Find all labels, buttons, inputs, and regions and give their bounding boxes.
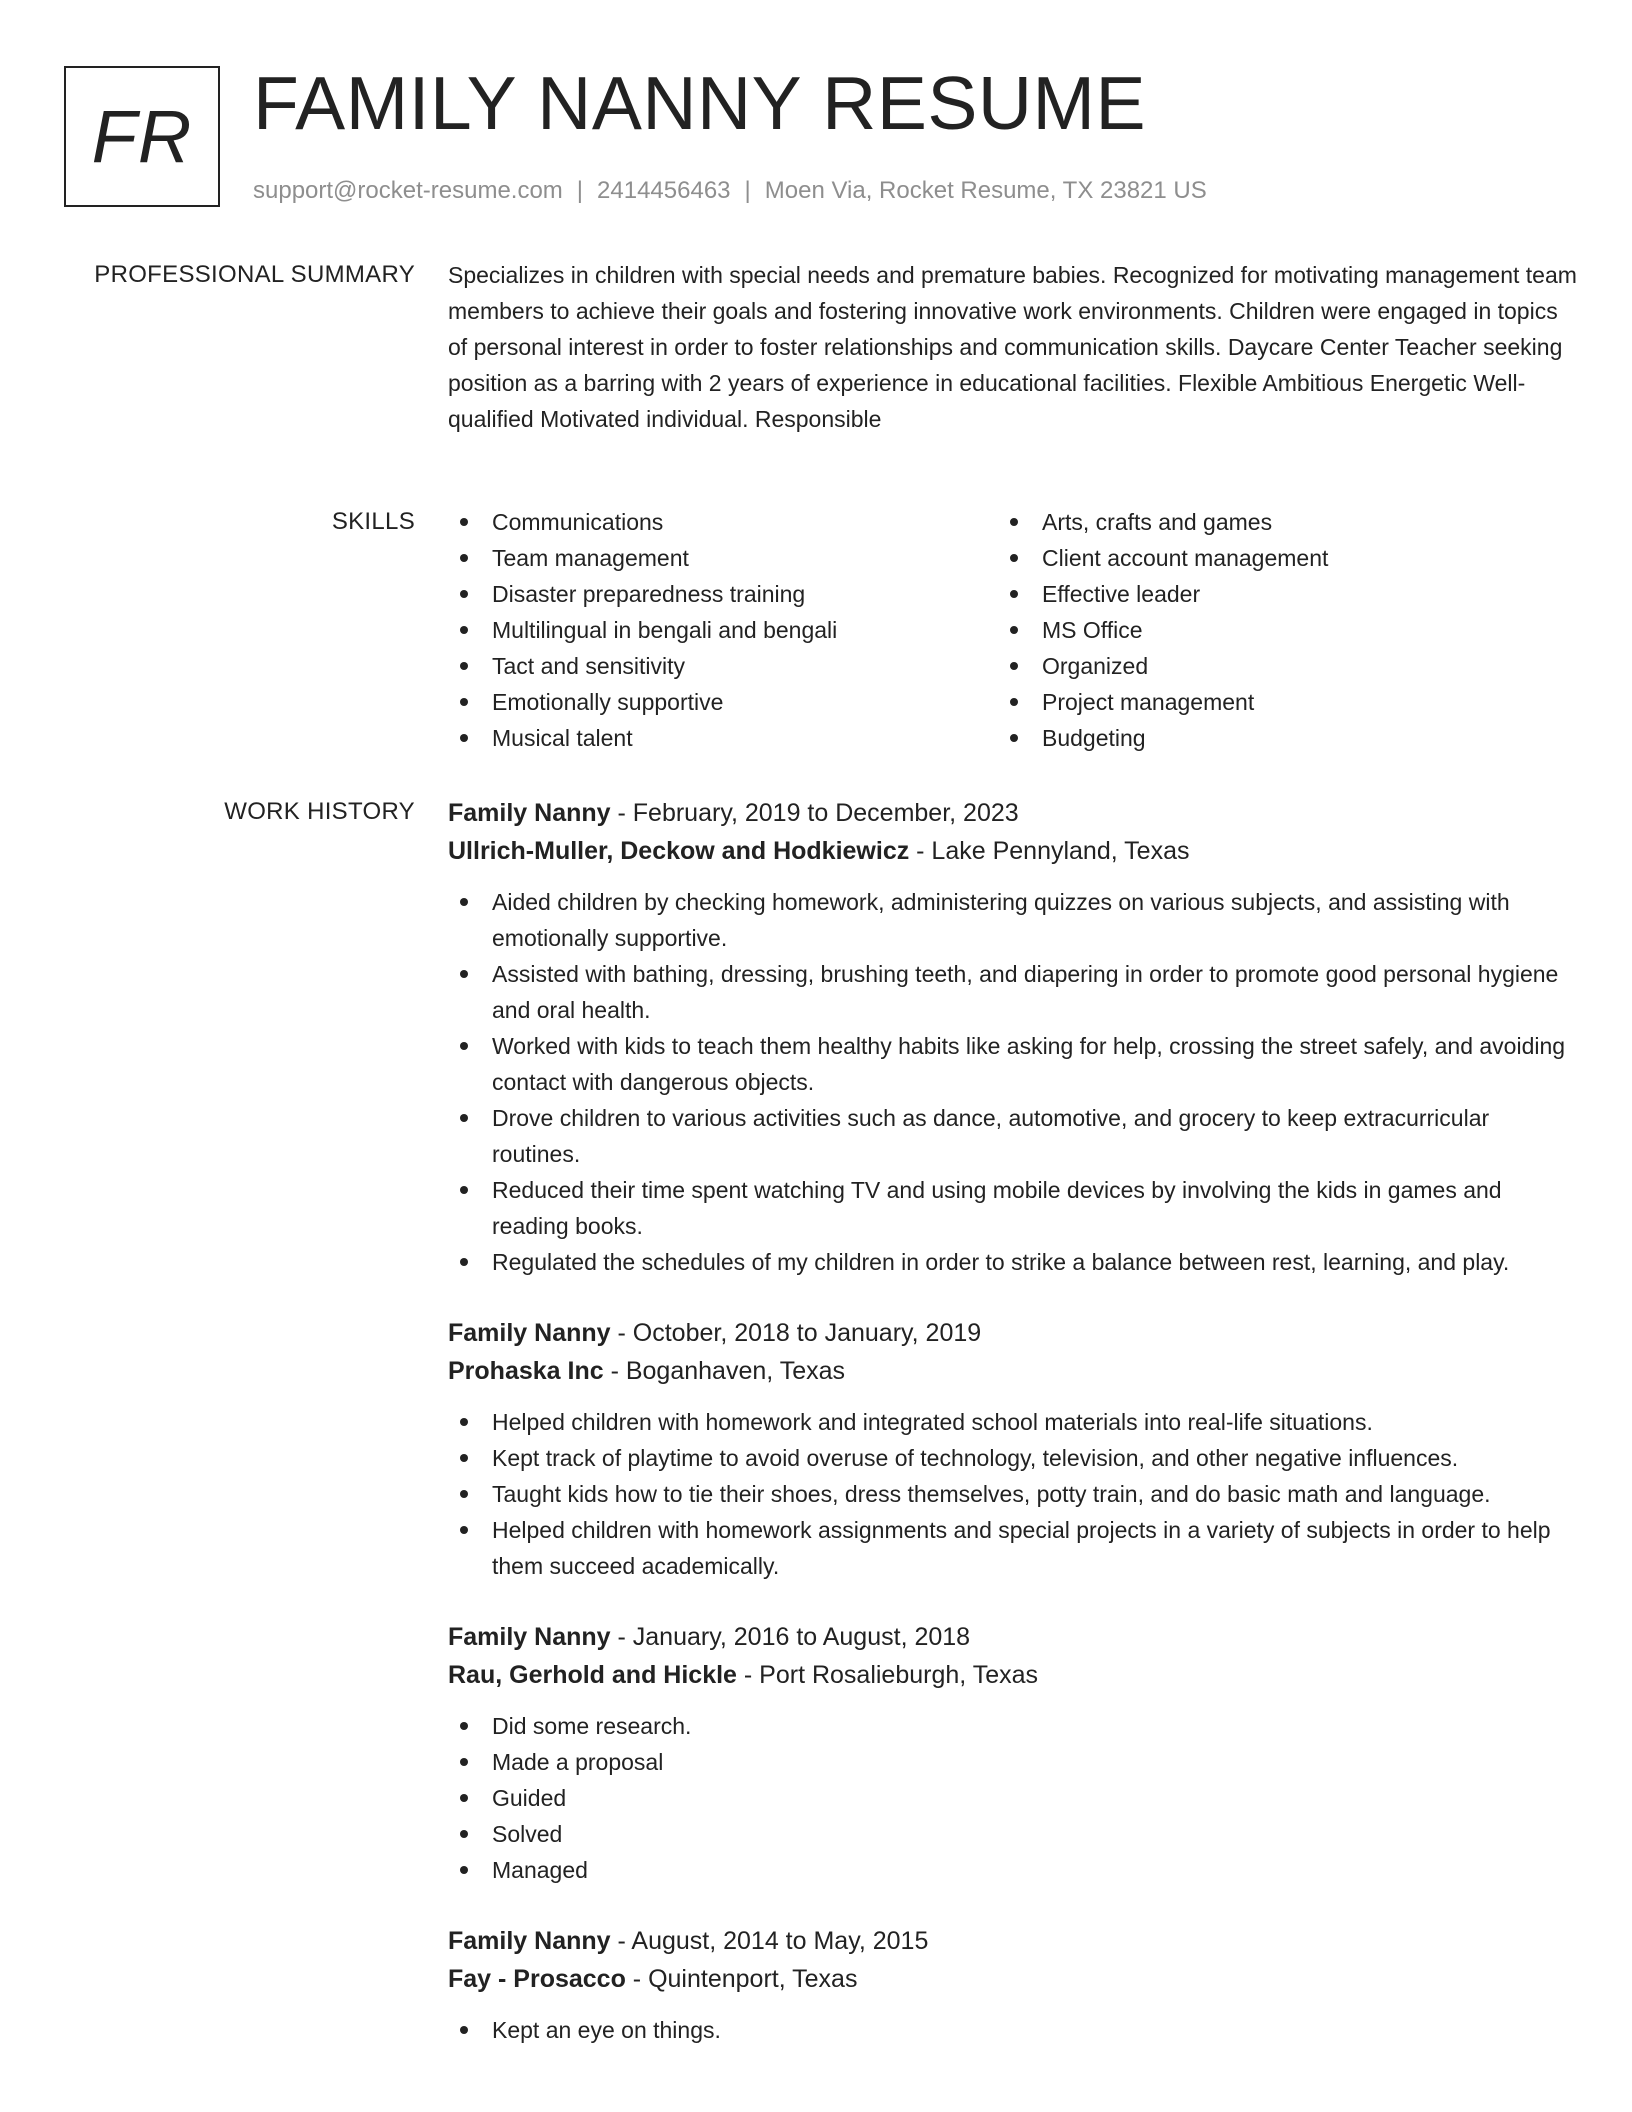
skill-item: Team management: [448, 540, 998, 576]
skill-item: Client account management: [998, 540, 1548, 576]
job-entry: [448, 1314, 1578, 1584]
job-location: - Quintenport, Texas: [625, 1965, 858, 1993]
monogram-logo: FR: [64, 66, 220, 207]
job-dates: - January, 2016 to August, 2018: [610, 1623, 971, 1651]
contact-phone[interactable]: 2414456463: [597, 177, 731, 204]
contact-line: [253, 174, 1207, 208]
job-bullet: Kept track of playtime to avoid overuse of technology, television, and other negative influences.: [448, 1440, 1578, 1476]
job-bullet: Managed: [448, 1852, 1578, 1888]
summary-label: PROFESSIONAL SUMMARY: [94, 261, 415, 288]
skill-item: Communications: [448, 504, 998, 540]
contact-separator: |: [744, 177, 751, 204]
skill-item: Disaster preparedness training: [448, 576, 998, 612]
job-entry: [448, 794, 1578, 1280]
job-bullet: Aided children by checking homework, administering quizzes on various subjects, and assisting with emotionally supportive.: [448, 884, 1578, 956]
job-bullet: Reduced their time spent watching TV and using mobile devices by involving the kids in games and reading books.: [448, 1172, 1578, 1244]
skills-label: SKILLS: [331, 508, 415, 535]
job-company-line: [448, 1656, 1578, 1694]
job-bullet: Helped children with homework assignments and special projects in a variety of subjects in order to help them succeed academically.: [448, 1512, 1578, 1584]
job-bullet: Regulated the schedules of my children in order to strike a balance between rest, learning, and play.: [448, 1244, 1578, 1280]
job-bullets: [448, 884, 1578, 1280]
job-bullets: [448, 1404, 1578, 1584]
job-dates: - February, 2019 to December, 2023: [610, 799, 1019, 827]
work-history-body: [448, 794, 1578, 2082]
skill-item: Tact and sensitivity: [448, 648, 998, 684]
job-company: Fay - Prosacco: [448, 1965, 626, 1993]
skills-body: [448, 504, 1578, 756]
job-bullet: Taught kids how to tie their shoes, dress themselves, potty train, and do basic math and language.: [448, 1476, 1578, 1512]
job-bullets: [448, 2012, 1578, 2048]
job-company: Ullrich-Muller, Deckow and Hodkiewicz: [448, 837, 910, 865]
skill-item: Emotionally supportive: [448, 684, 998, 720]
job-bullet: Made a proposal: [448, 1744, 1578, 1780]
page-title: FAMILY NANNY RESUME: [253, 61, 1147, 145]
job-company: Rau, Gerhold and Hickle: [448, 1661, 737, 1689]
job-bullet: Guided: [448, 1780, 1578, 1816]
job-bullet: Assisted with bathing, dressing, brushing teeth, and diapering in order to promote good personal hygiene and oral health.: [448, 956, 1578, 1028]
job-title-line: [448, 1314, 1578, 1352]
job-dates: - October, 2018 to January, 2019: [610, 1319, 982, 1347]
job-company: Prohaska Inc: [448, 1357, 604, 1385]
job-bullet: Worked with kids to teach them healthy habits like asking for help, crossing the street safely, and avoiding contact with dangerous objects.: [448, 1028, 1578, 1100]
skill-item: Effective leader: [998, 576, 1548, 612]
job-title: Family Nanny: [448, 799, 611, 827]
job-bullet: Drove children to various activities such as dance, automotive, and grocery to keep extracurricular routines.: [448, 1100, 1578, 1172]
job-company-line: [448, 1960, 1578, 1998]
job-bullet: Kept an eye on things.: [448, 2012, 1578, 2048]
contact-email[interactable]: support@rocket-resume.com: [253, 177, 563, 204]
skill-item: Musical talent: [448, 720, 998, 756]
contact-separator: |: [576, 177, 584, 204]
job-bullet: Solved: [448, 1816, 1578, 1852]
contact-address: Moen Via, Rocket Resume, TX 23821 US: [764, 177, 1207, 204]
job-company-line: [448, 1352, 1578, 1390]
job-location: - Port Rosalieburgh, Texas: [736, 1661, 1039, 1689]
job-title: Family Nanny: [448, 1927, 611, 1955]
summary-text: Specializes in children with special needs and premature babies. Recognized for motivating management team members to achieve their goals and fostering innovative work environments. Children were engaged in topics of personal interest in order to foster relationships and communication skills. Daycare Center Teacher seeking position as a barring with 2 years of experience in educational facilities. Flexible Ambitious Energetic Well-qualified Motivated individual. Responsible: [448, 262, 1577, 432]
job-dates: - August, 2014 to May, 2015: [610, 1927, 929, 1955]
skill-item: Arts, crafts and games: [998, 504, 1548, 540]
skill-item: Project management: [998, 684, 1548, 720]
job-bullets: [448, 1708, 1578, 1888]
skill-item: MS Office: [998, 612, 1548, 648]
job-entry: [448, 1618, 1578, 1888]
job-entry: [448, 1922, 1578, 2048]
skill-item: Budgeting: [998, 720, 1548, 756]
job-location: - Boganhaven, Texas: [603, 1357, 846, 1385]
skills-list-left: [448, 504, 998, 756]
job-title-line: [448, 1922, 1578, 1960]
job-bullet: Did some research.: [448, 1708, 1578, 1744]
skill-item: Organized: [998, 648, 1548, 684]
job-title: Family Nanny: [448, 1623, 611, 1651]
skills-list-right: [998, 504, 1548, 756]
job-title: Family Nanny: [448, 1319, 611, 1347]
job-location: - Lake Pennyland, Texas: [909, 837, 1190, 865]
job-title-line: [448, 1618, 1578, 1656]
summary-body: [448, 257, 1578, 437]
job-company-line: [448, 832, 1578, 870]
skill-item: Multilingual in bengali and bengali: [448, 612, 998, 648]
job-bullet: Helped children with homework and integrated school materials into real-life situations.: [448, 1404, 1578, 1440]
work-history-label: WORK HISTORY: [224, 798, 415, 825]
job-title-line: [448, 794, 1578, 832]
